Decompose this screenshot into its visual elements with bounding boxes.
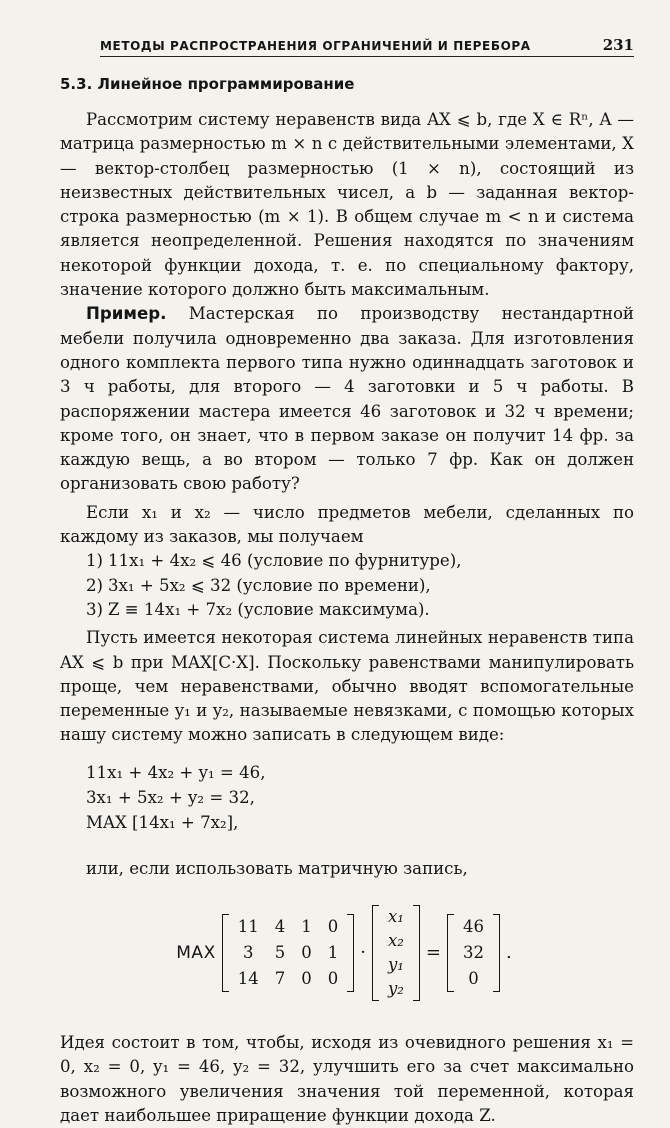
paragraph-example [60, 302, 634, 496]
section-heading: 5.3. Линейное программирование [60, 75, 355, 93]
condition-number: 3) [86, 599, 104, 619]
paragraph-idea: Идея состоит в том, чтобы, исходя из очевидного решения x₁ = 0, x₂ = 0, y₁ = 46, y₂ = 32, улучшить его за счет максимально возможного увеличения значения той переменной, которая дает наибольшее приращение функции дохода Z. [60, 1033, 634, 1125]
condition-number: 1) [86, 551, 104, 571]
matrix-cell: 14 [237, 969, 259, 989]
matrix-cell: 5 [274, 943, 286, 963]
page-body [60, 74, 634, 1128]
matrix-cell: 0 [301, 943, 312, 963]
coefficient-matrix [222, 914, 355, 992]
vector-table [380, 905, 412, 1001]
example-text: Мастерская по производству нестандартной мебели получила одновременно два заказа. Для изготовления одного комплекта первого типа нужно одиннадцать заготовок и 3 ч работы, для второго — 4 заготовки и 5 ч работы. В распоряжении мастера имеется 46 заготовок и 32 ч времени; кроме того, он знает, что в первом заказе он получит 14 фр. за каждую вещь, а во втором — только 7 фр. Как он должен организовать свою работу? [60, 304, 634, 494]
max-label: MAX [176, 942, 216, 963]
rhs-cell: 46 [462, 917, 484, 937]
equation-line: MAX [14x₁ + 7x₂], [86, 812, 239, 832]
rhs-cell: 0 [468, 969, 479, 989]
conditions-list [86, 549, 634, 622]
matrix-cell: 0 [301, 969, 312, 989]
header-rule [100, 56, 634, 57]
rhs-table [455, 914, 492, 992]
example-lead: Пример. [86, 304, 167, 324]
dot-operator: · [360, 941, 366, 963]
page-number: 231 [602, 36, 634, 54]
condition-text: 3x₁ + 5x₂ ⩽ 32 (условие по времени), [108, 575, 431, 595]
matrix-cell: 0 [327, 969, 339, 989]
condition-item [86, 549, 634, 573]
matrix-cell: 11 [237, 917, 259, 937]
rhs-cell: 32 [462, 943, 484, 963]
paragraph-intro: Рассмотрим систему неравенств вида AX ⩽ b, где X ∈ Rⁿ, A — матрица размерностью m × n с действительными элементами, X — вектор-столбец размерностью (1 × n), состоящий из неизвестных действительных чисел, а b — заданная вектор-строка размерностью (m × 1). В общем случае m < n и система является неопределенной. Решения находятся по значениям некоторой функции дохода, т. е. по специальному фактору, значение которого должно быть максимальным. [60, 110, 634, 300]
paragraph-slack: Пусть имеется некоторая система линейных неравенств типа AX ⩽ b при MAX[C·X]. Поскольку равенствами манипулировать проще, чем неравенствами, обычно вводят вспомогательные переменные y₁ и y₂, называемые невязками, с помощью которых нашу систему можно записать в следующем виде: [60, 628, 634, 745]
equation-system [86, 760, 634, 835]
running-head [100, 36, 634, 54]
vector-cell: y₁ [387, 955, 404, 975]
condition-number: 2) [86, 575, 104, 595]
paragraph-matrix-intro: или, если использовать матричную запись, [86, 858, 468, 878]
rhs-vector [447, 914, 500, 992]
vector-cell: x₁ [387, 907, 404, 927]
condition-text: 11x₁ + 4x₂ ⩽ 46 (условие по фурнитуре), [108, 551, 462, 571]
equation-line: 11x₁ + 4x₂ + y₁ = 46, [86, 762, 266, 782]
running-head-title: МЕТОДЫ РАСПРОСТРАНЕНИЯ ОГРАНИЧЕНИЙ И ПЕРЕБОРА [100, 39, 531, 53]
matrix-cell: 1 [327, 943, 339, 963]
matrix-cell: 1 [301, 917, 312, 937]
matrix-cell: 4 [274, 917, 286, 937]
equals-sign: = [425, 941, 441, 963]
matrix-equation [60, 893, 634, 1013]
period: . [505, 941, 512, 963]
variable-vector [372, 905, 420, 1001]
matrix-table [230, 914, 347, 992]
vector-cell: y₂ [387, 979, 404, 999]
condition-item [86, 574, 634, 598]
paragraph-variables: Если x₁ и x₂ — число предметов мебели, сделанных по каждому из заказов, мы получаем [60, 502, 634, 547]
vector-cell: x₂ [387, 931, 404, 951]
matrix-cell: 7 [274, 969, 286, 989]
matrix-cell: 3 [242, 943, 254, 963]
matrix-cell: 0 [327, 917, 339, 937]
condition-item [86, 598, 634, 622]
equation-line: 3x₁ + 5x₂ + y₂ = 32, [86, 787, 255, 807]
condition-text: Z ≡ 14x₁ + 7x₂ (условие максимума). [108, 599, 430, 619]
